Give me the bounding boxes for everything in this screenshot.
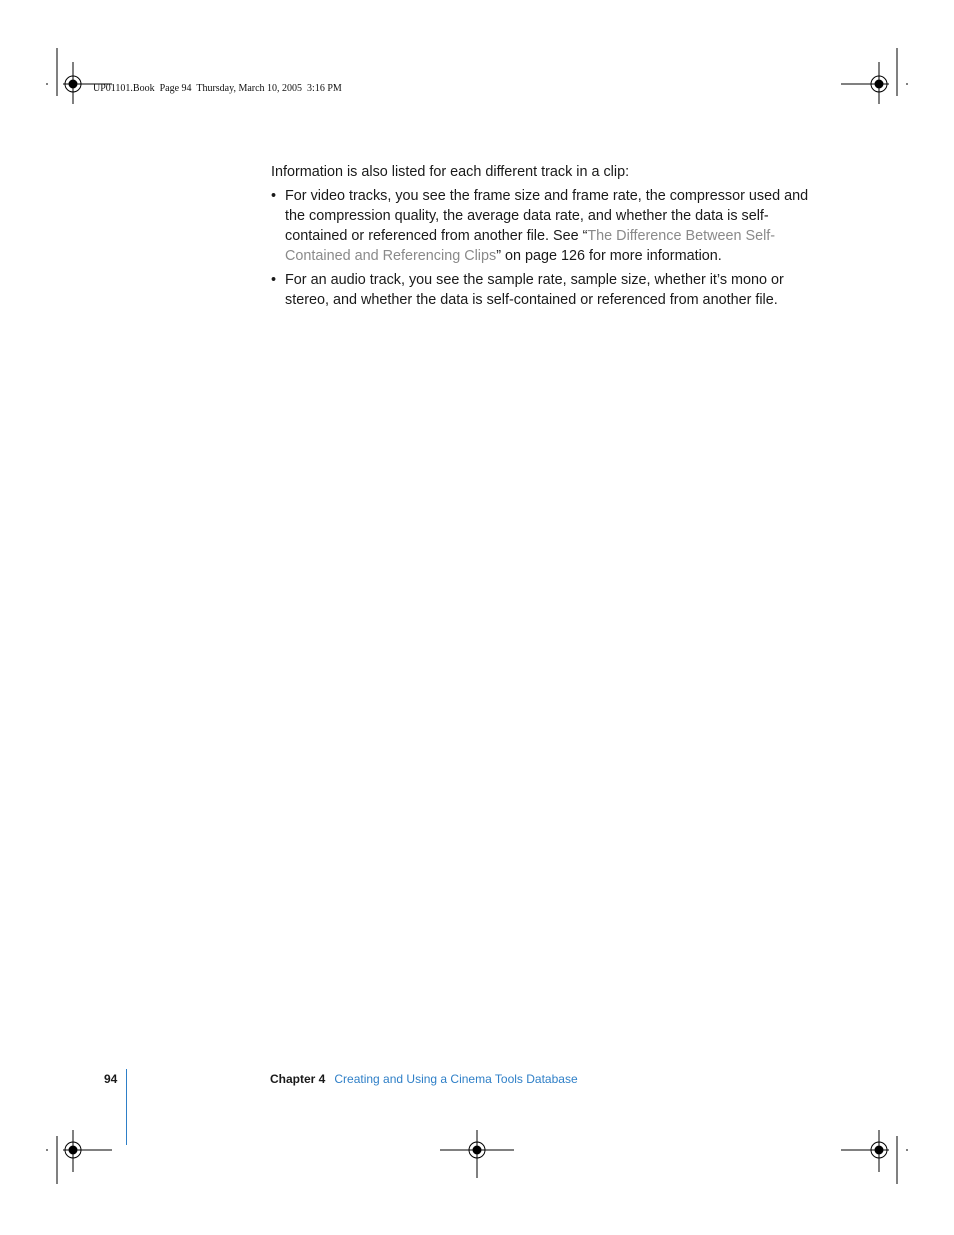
crop-mark-top-right xyxy=(841,48,908,104)
crop-mark-bottom-right xyxy=(841,1130,908,1184)
bullet-marker: • xyxy=(271,188,277,204)
bullet-text-before-link: For video tracks, you see the frame size and frame rate, the compressor used and the compression quality, the average data rate, and whether the data is self-contained or referenced from another file. See “ xyxy=(285,188,809,244)
cross-reference-link[interactable]: The Difference Between Self-Contained and Referencing Clips xyxy=(285,228,776,264)
list-item xyxy=(271,186,831,266)
list-item xyxy=(271,270,831,310)
chapter-title-link[interactable]: Creating and Using a Cinema Tools Database xyxy=(334,1072,578,1086)
crop-mark-top-left xyxy=(46,48,112,104)
bullet-text: For an audio track, you see the sample rate, sample size, whether it’s mono or stereo, and whether the data is self-contained or referenced from another file. xyxy=(285,272,784,308)
print-slug-line: UP01101.Book Page 94 Thursday, March 10, 2005 3:16 PM xyxy=(93,83,342,94)
bullet-list xyxy=(271,186,831,310)
intro-paragraph: Information is also listed for each different track in a clip: xyxy=(271,164,630,180)
body-content xyxy=(271,162,831,314)
bullet-text-after-link: ” on page 126 for more information. xyxy=(496,248,722,264)
chapter-label: Chapter 4 xyxy=(270,1072,326,1086)
crop-mark-bottom-left xyxy=(46,1130,112,1184)
crop-mark-bottom-center xyxy=(440,1130,514,1178)
page-number: 94 xyxy=(104,1072,118,1086)
bullet-marker: • xyxy=(271,272,277,288)
footer-divider xyxy=(126,1069,127,1145)
footer-chapter-info xyxy=(270,1072,578,1086)
